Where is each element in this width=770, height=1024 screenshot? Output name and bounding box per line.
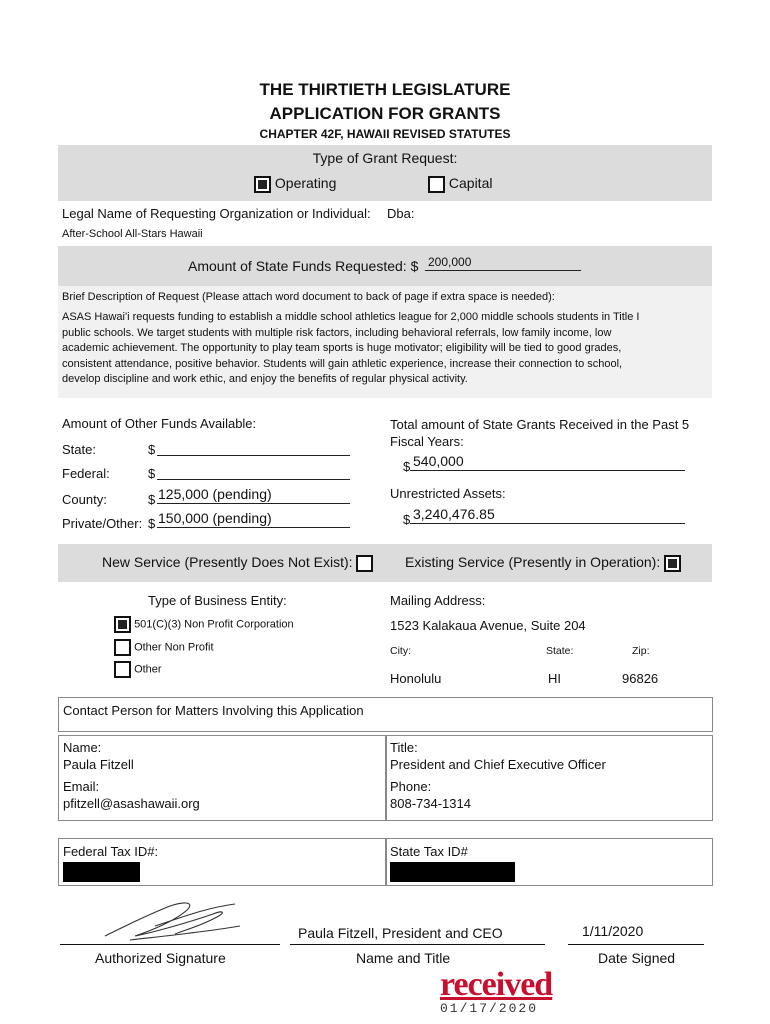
funds-requested-label: Amount of State Funds Requested: $ — [188, 258, 419, 274]
state-tax-redaction — [390, 862, 515, 882]
contact-title-label: Title: — [390, 740, 418, 755]
signature-line — [60, 944, 280, 945]
entity-option-other[interactable] — [114, 661, 162, 678]
entity-option-other-nonprofit[interactable] — [114, 639, 214, 656]
description-line: ASAS Hawai'i requests funding to establish a middle school athletics league for 2,000 middle schools students in Title I — [62, 311, 640, 323]
signature-label: Authorized Signature — [95, 950, 226, 966]
capital-checkbox[interactable] — [428, 176, 445, 193]
new-service-label: New Service (Presently Does Not Exist): — [102, 554, 353, 570]
contact-heading: Contact Person for Matters Involving this Application — [63, 703, 364, 718]
received-stamp-date: 01/17/2020 — [440, 1001, 539, 1016]
federal-funds-dollar: $ — [148, 466, 156, 481]
contact-email-label: Email: — [63, 779, 100, 794]
federal-funds-label: Federal: — [62, 466, 110, 481]
description-line: consistent attendance, positive behavior. Students will gain athletic experience, increase their connection to school, — [62, 357, 623, 370]
entity-other-label: Other — [134, 663, 162, 676]
county-funds-dollar: $ — [148, 492, 156, 507]
existing-service[interactable] — [405, 554, 681, 572]
operating-label: Operating — [274, 175, 337, 191]
private-funds-label: Private/Other: — [62, 516, 143, 531]
total-grants-value: 540,000 — [413, 453, 464, 469]
header-title: THE THIRTIETH LEGISLATURE — [259, 80, 511, 99]
capital-label: Capital — [448, 175, 493, 191]
entity-other-nonprofit-checkbox[interactable] — [114, 639, 131, 656]
header-statute: CHAPTER 42F, HAWAII REVISED STATUTES — [259, 127, 511, 141]
contact-name: Paula Fitzell — [63, 757, 134, 772]
org-name-value: After-School All-Stars Hawaii — [62, 228, 203, 240]
received-stamp — [440, 968, 570, 1018]
existing-service-label: Existing Service (Presently in Operation): — [405, 554, 661, 570]
date-line — [568, 944, 704, 945]
unrestricted-label: Unrestricted Assets: — [390, 486, 506, 501]
entity-501c3-checkbox[interactable] — [114, 616, 131, 633]
private-funds-value: 150,000 (pending) — [158, 510, 272, 526]
total-grants-label-line2: Fiscal Years: — [390, 434, 464, 449]
description-label: Brief Description of Request (Please attach word document to back of page if extra space is needed): — [62, 291, 555, 303]
state-funds-label: State: — [62, 442, 96, 457]
other-funds-label: Amount of Other Funds Available: — [62, 416, 257, 431]
existing-service-checkbox[interactable] — [664, 555, 681, 572]
state-tax-label: State Tax ID# — [390, 844, 468, 859]
signature-graphic — [95, 896, 245, 946]
new-service[interactable] — [102, 554, 373, 572]
contact-email: pfitzell@asashawaii.org — [63, 796, 200, 811]
name-title-label: Name and Title — [356, 950, 451, 966]
private-funds-dollar: $ — [148, 516, 156, 531]
entity-option-501c3[interactable] — [114, 616, 294, 633]
entity-other-nonprofit-label: Other Non Profit — [134, 641, 214, 654]
description-line: academic achievement. The opportunity to play team sports is huge motivator; eligibility will be tied to good grades, — [62, 342, 622, 354]
entity-label: Type of Business Entity: — [148, 593, 287, 608]
contact-name-label: Name: — [63, 740, 102, 755]
description-text — [62, 310, 639, 388]
private-funds-line — [157, 527, 350, 528]
mailing-city: Honolulu — [390, 671, 442, 686]
mailing-label: Mailing Address: — [390, 593, 486, 608]
federal-tax-label: Federal Tax ID#: — [63, 844, 159, 859]
contact-phone: 808-734-1314 — [390, 796, 471, 811]
description-line: develop discipline and work ethic, and enjoy the benefits of regular physical activity. — [62, 373, 468, 385]
mailing-state: HI — [548, 671, 561, 686]
new-service-checkbox[interactable] — [356, 555, 373, 572]
contact-phone-label: Phone: — [390, 779, 432, 794]
name-title-line — [290, 944, 545, 945]
county-funds-value: 125,000 (pending) — [158, 486, 272, 502]
grant-type-capital[interactable] — [428, 175, 492, 193]
county-funds-line — [157, 503, 350, 504]
federal-funds-line — [157, 479, 350, 480]
unrestricted-value: 3,240,476.85 — [413, 506, 495, 522]
date-signed: 1/11/2020 — [582, 923, 644, 939]
grant-type-operating[interactable] — [254, 175, 336, 193]
grant-type-label: Type of Grant Request: — [312, 150, 458, 166]
mailing-zip-label: Zip: — [632, 645, 650, 657]
contact-title: President and Chief Executive Officer — [390, 757, 606, 772]
federal-tax-redaction — [63, 862, 140, 882]
received-stamp-word: received — [440, 968, 553, 1003]
mailing-street: 1523 Kalakaua Avenue, Suite 204 — [390, 618, 586, 633]
signer-name-title: Paula Fitzell, President and CEO — [298, 925, 503, 941]
mailing-zip: 96826 — [622, 671, 659, 686]
mailing-state-label: State: — [546, 645, 574, 657]
funds-requested-value: 200,000 — [428, 255, 472, 269]
total-grants-line — [410, 470, 685, 471]
unrestricted-line — [410, 523, 685, 524]
mailing-city-label: City: — [390, 645, 411, 657]
operating-checkbox[interactable] — [254, 176, 271, 193]
dba-label: Dba: — [387, 206, 415, 221]
total-grants-dollar: $ — [403, 459, 411, 474]
entity-501c3-label: 501(C)(3) Non Profit Corporation — [134, 618, 294, 631]
description-line: public schools. We target students with multiple risk factors, including behavioral referrals, low family income, low — [62, 326, 612, 339]
entity-other-checkbox[interactable] — [114, 661, 131, 678]
unrestricted-dollar: $ — [403, 512, 411, 527]
org-name-label: Legal Name of Requesting Organization or Individual: — [62, 206, 371, 221]
county-funds-label: County: — [62, 492, 107, 507]
date-signed-label: Date Signed — [598, 950, 676, 966]
state-funds-dollar: $ — [148, 442, 156, 457]
total-grants-label — [390, 416, 689, 450]
header-subtitle: APPLICATION FOR GRANTS — [269, 104, 501, 123]
funds-requested-line — [425, 270, 581, 271]
state-funds-line — [157, 455, 350, 456]
total-grants-label-line1: Total amount of State Grants Received in the Past 5 — [390, 417, 690, 432]
